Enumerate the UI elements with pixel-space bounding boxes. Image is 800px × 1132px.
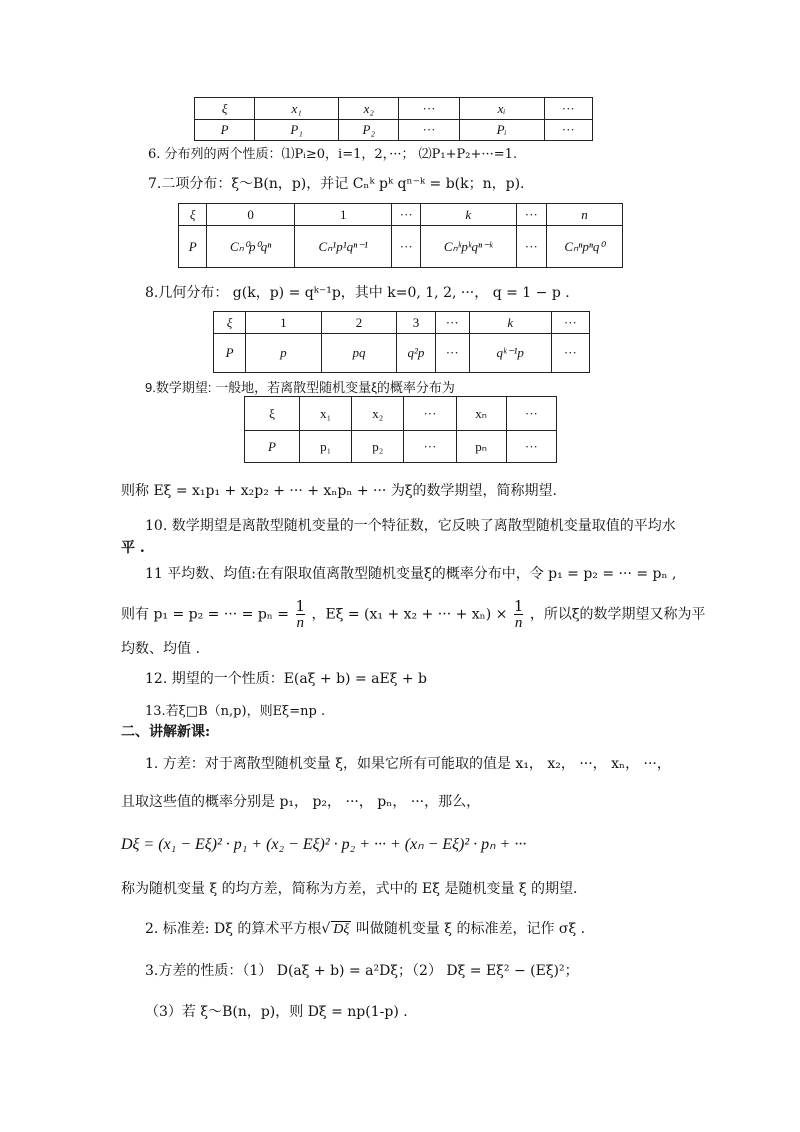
sqrt-radicand: Dξ <box>333 922 350 937</box>
table-cell: ··· <box>404 431 456 463</box>
table-cell: Cₙᵏpᵏqⁿ⁻ᵏ <box>421 226 517 268</box>
standard-deviation-line <box>145 918 585 938</box>
table-cell: p <box>246 334 322 373</box>
sqrt-sign: √ <box>321 921 331 937</box>
table-cell: ξ <box>214 312 246 334</box>
item-11-equal-probabilities: 则有 p₁ = p₂ = ··· = pₙ = <box>121 606 290 623</box>
table-cell: ··· <box>551 334 589 373</box>
fraction-denominator: n <box>514 615 523 631</box>
table-cell: pq <box>321 334 397 373</box>
table-cell: x₂ <box>352 397 404 431</box>
table-cell: 3 <box>397 312 435 334</box>
table-cell: 1 <box>294 204 392 226</box>
expectation-distribution-table <box>244 396 557 463</box>
table-cell: ··· <box>435 334 469 373</box>
table-cell: xᵢ <box>459 98 544 120</box>
table-cell: ··· <box>435 312 469 334</box>
item-6-distribution-properties: 6. 分布列的两个性质：⑴Pᵢ≥0，i=1，2，···； ⑵P₁+P₂+···=1. <box>148 147 518 162</box>
table-cell: ··· <box>506 431 556 463</box>
table-cell: ··· <box>544 120 593 141</box>
item-11-line-1: 11 平均数、均值:在有限取值离散型随机变量ξ的概率分布中，令 p₁ = p₂ = ··· = pₙ , <box>145 566 677 582</box>
table-cell: 1 <box>246 312 322 334</box>
fraction-one-over-n <box>514 598 524 631</box>
table-cell: 2 <box>321 312 397 334</box>
geometric-distribution-table <box>213 311 590 373</box>
variance-properties-line-2: （3）若 ξ～B(n，p)，则 Dξ = np(1-p) . <box>145 1004 408 1020</box>
table-cell: ··· <box>399 120 459 141</box>
item-8-geometric: 8.几何分布： g(k，p) = qᵏ⁻¹p，其中 k=0, 1, 2, ···， q = 1 − p . <box>145 285 570 301</box>
table-cell: pₙ <box>456 431 506 463</box>
section-heading: 二、讲解新课: <box>121 724 211 740</box>
table-cell: P <box>214 334 246 373</box>
item-10-line-1: 10. 数学期望是离散型随机变量的一个特征数，它反映了离散型随机变量取值的平均水 <box>145 518 676 534</box>
table-cell: P <box>245 431 300 463</box>
table-cell: ξ <box>195 98 255 120</box>
table-cell: p₁ <box>300 431 352 463</box>
variance-line-2: 且取这些值的概率分别是 p₁， p₂， ···， pₙ， ···，那么， <box>121 794 481 810</box>
variance-formula: Dξ = (x₁ − Eξ)² · p₁ + (x₂ − Eξ)² · p₂ + ··· + (xₙ − Eξ)² · pₙ + ··· <box>121 836 527 853</box>
table-cell: Cₙ¹p¹qⁿ⁻¹ <box>294 226 392 268</box>
table-cell: x₁ <box>255 98 339 120</box>
variance-properties-line-1: 3.方差的性质：（1） D(aξ + b) = a²Dξ；（2） Dξ = Eξ² − (Eξ)²； <box>145 963 579 979</box>
table-cell: k <box>421 204 517 226</box>
item-12-expectation-property: 12. 期望的一个性质：E(aξ + b) = aEξ + b <box>145 671 428 687</box>
variance-line-3: 称为随机变量 ξ 的均方差，简称为方差，式中的 Eξ 是随机变量 ξ 的期望. <box>121 881 578 897</box>
table-cell: Cₙⁿpⁿq⁰ <box>547 226 623 268</box>
distribution-table-top <box>194 97 593 141</box>
item-7-binomial: 7.二项分布：ξ～B(n，p)，并记 Cₙᵏ pᵏ qⁿ⁻ᵏ = b(k；n，p). <box>148 176 525 192</box>
table-cell: 0 <box>207 204 295 226</box>
table-cell: ··· <box>516 204 546 226</box>
item-11-conclusion: ，所以ξ的数学期望又称为平 <box>529 606 706 623</box>
table-cell: ··· <box>392 226 421 268</box>
fraction-denominator: n <box>296 615 305 631</box>
table-cell: P₁ <box>255 120 339 141</box>
item-11-mean-formula: ，Eξ = (x₁ + x₂ + ··· + xₙ) × <box>311 606 508 623</box>
standard-deviation-label: 2. 标准差: Dξ 的算术平方根 <box>145 921 322 937</box>
fraction-numerator: 1 <box>295 597 306 615</box>
table-cell: p₂ <box>352 431 404 463</box>
table-cell: ξ <box>179 204 207 226</box>
table-cell: ··· <box>516 226 546 268</box>
variance-line-1: 1. 方差：对于离散型随机变量 ξ，如果它所有可能取的值是 x₁， x₂， ···， xₙ， ···， <box>145 756 671 772</box>
table-cell: k <box>469 312 551 334</box>
binomial-distribution-table <box>178 203 623 268</box>
table-cell: ··· <box>544 98 593 120</box>
table-cell: Pᵢ <box>459 120 544 141</box>
fraction-one-over-n <box>296 598 306 631</box>
table-cell: q²p <box>397 334 435 373</box>
table-cell: ··· <box>404 397 456 431</box>
table-cell: P <box>179 226 207 268</box>
item-11-line-2 <box>121 598 706 631</box>
table-cell: Cₙ⁰p⁰qⁿ <box>207 226 295 268</box>
table-cell: ··· <box>506 397 556 431</box>
item-9-expectation: 9.数学期望: 一般地，若离散型随机变量ξ的概率分布为 <box>145 380 455 395</box>
standard-deviation-text: 叫做随机变量 ξ 的标准差，记作 σξ . <box>351 921 586 937</box>
table-cell: ··· <box>392 204 421 226</box>
table-cell: ξ <box>245 397 300 431</box>
item-11-line-3: 均数、均值 . <box>121 641 200 657</box>
table-cell: ··· <box>399 98 459 120</box>
expectation-definition: 则称 Eξ = x₁p₁ + x₂p₂ + ··· + xₙpₙ + ··· 为ξ的数学期望，简称期望. <box>121 483 557 499</box>
table-cell: P <box>195 120 255 141</box>
table-cell: x₁ <box>300 397 352 431</box>
table-cell: qᵏ⁻¹p <box>469 334 551 373</box>
item-10-line-2: 平 . <box>121 540 145 556</box>
table-cell: P₂ <box>339 120 399 141</box>
item-13-binomial-expectation: 13.若ξ□B（n,p)，则Eξ=np . <box>145 704 326 719</box>
table-cell: x₂ <box>339 98 399 120</box>
table-cell: ··· <box>551 312 589 334</box>
table-cell: n <box>547 204 623 226</box>
table-cell: xₙ <box>456 397 506 431</box>
fraction-numerator: 1 <box>513 597 524 615</box>
